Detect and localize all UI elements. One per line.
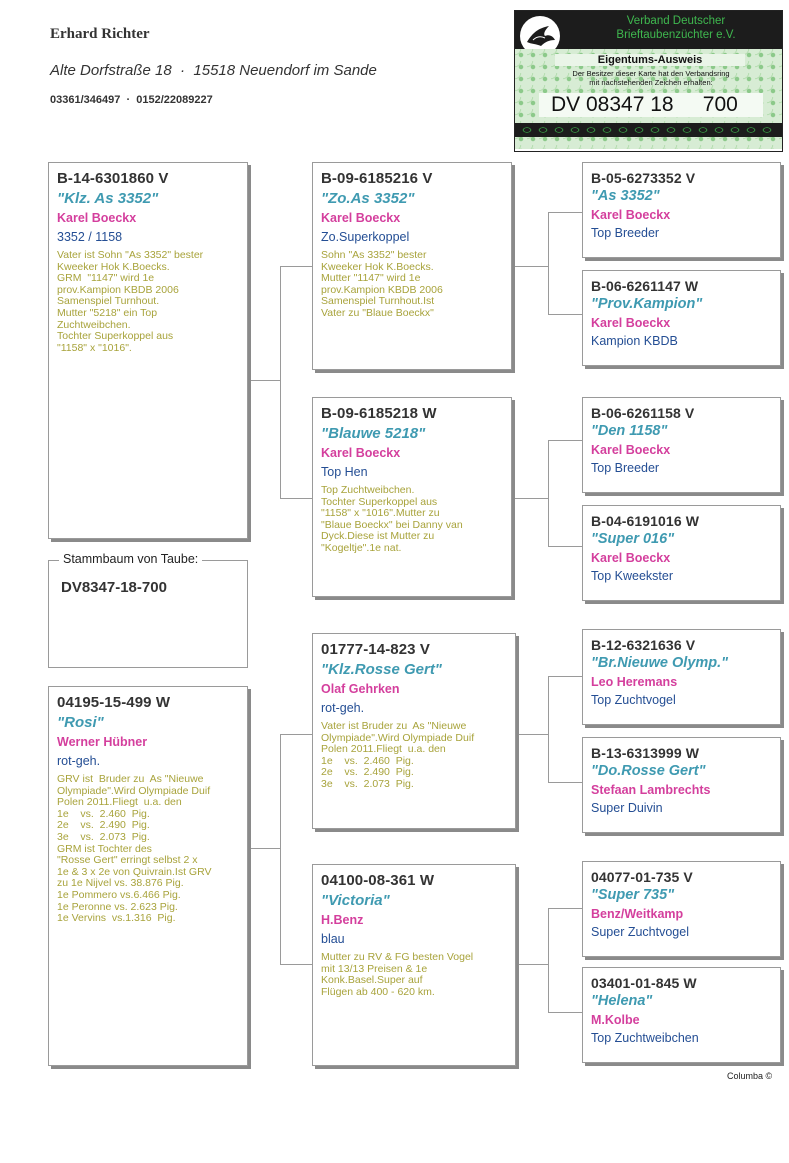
connector <box>548 314 582 315</box>
pigeon-name: "Zo.As 3352" <box>321 190 415 207</box>
great-grandparent-card <box>582 397 781 493</box>
owner-address: Alte Dorfstraße 18 · 15518 Neuendorf im Sande <box>50 62 377 79</box>
pigeon-name: "Klz. As 3352" <box>57 190 159 207</box>
breeder-name: Karel Boeckx <box>591 208 671 222</box>
connector <box>548 546 582 547</box>
pigeon-name: "Do.Rosse Gert" <box>591 763 706 779</box>
connector <box>548 212 582 213</box>
ring-number: B-13-6313999 W <box>591 745 700 761</box>
breeder-name: Karel Boeckx <box>591 551 671 565</box>
badge-org-line1: Verband Deutscher <box>626 15 726 27</box>
connector <box>548 676 582 677</box>
badge-text <box>551 69 751 87</box>
connector <box>548 782 582 783</box>
pigeon-info: Top Zuchtweibchen <box>591 1031 699 1045</box>
breeder-name: Werner Hübner <box>57 735 148 749</box>
ring-number: B-05-6273352 V <box>591 170 696 186</box>
pigeon-name: "Br.Nieuwe Olymp." <box>591 655 729 671</box>
connector <box>516 964 548 965</box>
footer-credit: Columba © <box>727 1071 773 1081</box>
breeder-name: Karel Boeckx <box>591 443 671 457</box>
ring-number: B-14-6301860 V <box>57 170 169 187</box>
great-grandparent-card <box>582 270 781 366</box>
pigeon-info: Top Hen <box>321 465 368 479</box>
pigeon-info: Zo.Superkoppel <box>321 230 410 244</box>
pigeon-name: "Super 735" <box>591 887 675 903</box>
ring-number: B-12-6321636 V <box>591 637 696 653</box>
connector <box>548 212 549 315</box>
ring-number: B-06-6261158 V <box>591 405 695 421</box>
pigeon-notes: GRV ist Bruder zu As "Nieuwe Olympiade".Wird Olympiade Duif Polen 2011.Fliegt u.a. den 1e vs. 2.460 Pig. 2e vs. 2.490 Pig. 3e vs. 2.073 Pig. GRM ist Tochter des "Rosse Gert" erringt selbst 2 x 1e & 3 x 2e von Quivrain.Ist GRV zu 1e Nijvel vs. 38.876 Pig. 1e Pommero vs.6.466 Pig. 1e Peronne vs. 2.623 Pig. 1e Vervins vs.1.316 Pig. <box>57 773 212 925</box>
ring-number: B-09-6185216 V <box>321 170 433 187</box>
ring-number: 04077-01-735 V <box>591 869 693 885</box>
ring-number: B-09-6185218 W <box>321 405 437 422</box>
badge-footer-pattern <box>519 125 778 135</box>
pigeon-name: "Victoria" <box>321 892 390 909</box>
pigeon-notes: Vater ist Sohn "As 3352" bester Kweeker Hok K.Boecks. GRM "1147" wird 1e prov.Kampion KBDB 2006 Samenspiel Turnhout. Mutter "5218" ein Top Zuchtweibchen. Tochter Superkoppel aus "1158" x "1016". <box>57 249 204 354</box>
pigeon-name: "Den 1158" <box>591 423 668 439</box>
connector <box>548 440 549 547</box>
breeder-name: Karel Boeckx <box>321 446 401 460</box>
ring-number: B-04-6191016 W <box>591 513 700 529</box>
connector <box>548 440 582 441</box>
pigeon-info: rot-geh. <box>57 754 101 768</box>
great-grandparent-card <box>582 505 781 601</box>
great-grandparent-card <box>582 162 781 258</box>
pigeon-name: "Helena" <box>591 993 653 1009</box>
pigeon-info: rot-geh. <box>321 701 365 715</box>
connector <box>548 908 549 1013</box>
dam-card <box>48 686 248 1066</box>
pigeon-info: Top Zuchtvogel <box>591 693 676 707</box>
pigeon-name: "Blauwe 5218" <box>321 425 426 442</box>
great-grandparent-card <box>582 737 781 833</box>
breeder-name: Karel Boeckx <box>57 211 137 225</box>
pigeon-info: Super Duivin <box>591 801 663 815</box>
connector <box>512 266 548 267</box>
owner-name: Erhard Richter <box>50 26 150 42</box>
pigeon-info: Top Breeder <box>591 461 660 475</box>
grandparent-card <box>312 162 512 370</box>
pigeon-info: Kampion KBDB <box>591 334 678 348</box>
connector <box>280 266 281 499</box>
pigeon-name: "Rosi" <box>57 714 104 731</box>
badge-text-line2: mit nachstehenden Zeichen erhalten: <box>589 78 713 87</box>
pigeon-name: "Super 016" <box>591 531 675 547</box>
ring-number: 04100-08-361 W <box>321 872 435 889</box>
ring-number: 01777-14-823 V <box>321 641 430 658</box>
pigeon-name: "As 3352" <box>591 188 660 204</box>
connector <box>248 848 280 849</box>
breeder-name: Leo Heremans <box>591 675 678 689</box>
pigeon-notes: Vater ist Bruder zu As "Nieuwe Olympiade".Wird Olympiade Duif Polen 2011.Fliegt u.a. den 1e vs. 2.460 Pig. 2e vs. 2.490 Pig. 3e vs. 2.073 Pig. <box>321 720 475 790</box>
badge-ring-number: DV 08347 18 700 <box>539 93 763 117</box>
ring-number: 04195-15-499 W <box>57 694 171 711</box>
breeder-name: Stefaan Lambrechts <box>591 783 711 797</box>
pigeon-name: "Prov.Kampion" <box>591 296 703 312</box>
badge-title: Eigentums-Ausweis <box>555 54 745 66</box>
pigeon-notes: Top Zuchtweibchen. Tochter Superkoppel aus "1158" x "1016".Mutter zu "Blaue Boeckx" bei Danny van Dyck.Diese ist Mutter zu "Kogeltje".1e nat. <box>321 484 463 554</box>
breeder-name: H.Benz <box>321 913 364 927</box>
pedigree-ring-number: DV8347-18-700 <box>61 579 167 596</box>
ring-number: B-06-6261147 W <box>591 278 699 294</box>
pigeon-info: Top Kweekster <box>591 569 673 583</box>
grandparent-card <box>312 397 512 597</box>
badge-org-line2: Brieftaubenzüchter e.V. <box>616 29 736 41</box>
connector <box>548 676 549 783</box>
connector <box>280 498 312 499</box>
breeder-name: Olaf Gehrken <box>321 682 400 696</box>
ownership-card <box>514 10 783 152</box>
breeder-name: Karel Boeckx <box>321 211 401 225</box>
connector <box>548 1012 582 1013</box>
connector <box>516 734 548 735</box>
connector <box>280 734 312 735</box>
badge-text-line1: Der Besitzer dieser Karte hat den Verbandsring <box>572 69 730 78</box>
pigeon-notes: Sohn "As 3352" bester Kweeker Hok K.Boecks. Mutter "1147" wird 1e prov.Kampion KBDB 2006 Samenspiel Turnhout.Ist Vater zu "Blaue Boeckx" <box>321 249 443 319</box>
pigeon-info: 3352 / 1158 <box>57 230 123 244</box>
grandparent-card <box>312 633 516 829</box>
pigeon-info: Super Zuchtvogel <box>591 925 689 939</box>
breeder-name: Benz/Weitkamp <box>591 907 684 921</box>
pigeon-name: "Klz.Rosse Gert" <box>321 661 442 678</box>
great-grandparent-card <box>582 629 781 725</box>
breeder-name: M.Kolbe <box>591 1013 640 1027</box>
badge-organisation <box>591 14 761 42</box>
pigeon-notes: Mutter zu RV & FG besten Vogel mit 13/13 Preisen & 1e Konk.Basel.Super auf Flügen ab 400 - 620 km. <box>321 951 474 998</box>
pedigree-label: Stammbaum von Taube: <box>59 552 202 566</box>
great-grandparent-card <box>582 967 781 1063</box>
pedigree-box <box>48 552 248 668</box>
pigeon-info: blau <box>321 932 345 946</box>
connector <box>512 498 548 499</box>
great-grandparent-card <box>582 861 781 957</box>
grandparent-card <box>312 864 516 1066</box>
connector <box>280 266 312 267</box>
breeder-name: Karel Boeckx <box>591 316 671 330</box>
ring-number: 03401-01-845 W <box>591 975 697 991</box>
sire-card <box>48 162 248 539</box>
pigeon-info: Top Breeder <box>591 226 660 240</box>
connector <box>248 380 280 381</box>
owner-phone: 03361/346497 · 0152/22089227 <box>50 94 213 106</box>
connector <box>280 734 281 965</box>
connector <box>280 964 312 965</box>
connector <box>548 908 582 909</box>
